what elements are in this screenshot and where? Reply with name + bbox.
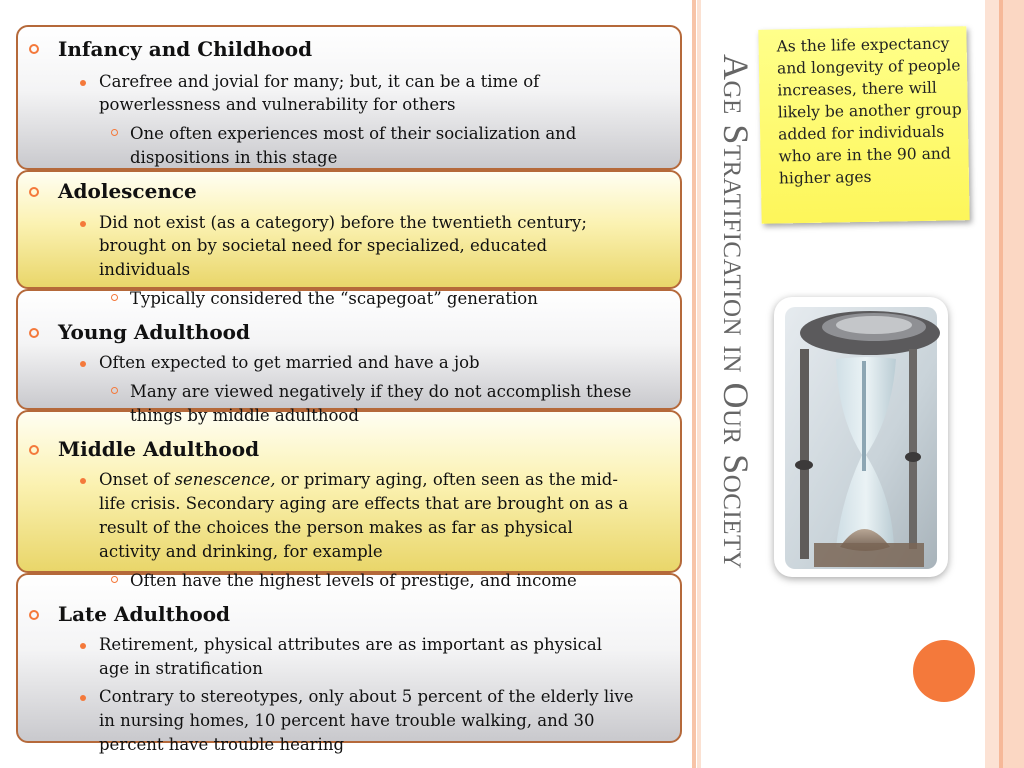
bullet-text: in nursing homes, 10 percent have trouble walking, and 30 (99, 711, 595, 730)
bullet-text: activity and drinking, for example (99, 542, 383, 561)
decorative-circle (913, 640, 975, 702)
bullet-text: individuals (99, 260, 191, 279)
hourglass-photo (774, 297, 948, 577)
slide-title-text: Age Stratification in Our Society (716, 54, 756, 570)
sub-bullet-text: One often experiences most of their socialization and (130, 124, 577, 143)
bullet-text: Often expected to get married and have a job (99, 353, 480, 372)
emphasis-term: senescence, (174, 470, 276, 489)
section-heading: Late Adulthood (58, 602, 231, 626)
bullet-text: Contrary to stereotypes, only about 5 percent of the elderly live (99, 687, 634, 706)
bullet-text: life crisis. Secondary aging are effects that are brought on as a (99, 494, 629, 513)
level2-bullet-icon (80, 221, 86, 227)
slide-title (716, 54, 759, 694)
level3-bullet-icon (111, 576, 118, 583)
hourglass-icon (774, 297, 948, 577)
bullet-text: percent have trouble hearing (99, 735, 345, 754)
level2-bullet-icon (80, 643, 86, 649)
bullet-text: Carefree and jovial for many; but, it can be a time of (99, 72, 540, 91)
section-heading: Adolescence (58, 179, 197, 203)
bullet-text-part: or primary aging, often seen as the mid- (275, 470, 618, 489)
divider-stripe (697, 0, 701, 768)
bullet-text: Retirement, physical attributes are as important as physical (99, 635, 603, 654)
sticky-note: As the life expectancy and longevity of people increases, there will likely be another group added for individuals who are in the 90 and higher ages (758, 26, 969, 224)
level1-bullet-icon (29, 187, 39, 197)
level3-bullet-icon (111, 294, 118, 301)
bullet-text: powerlessness and vulnerability for others (99, 95, 456, 114)
edge-stripe (1003, 0, 1024, 768)
level1-bullet-icon (29, 328, 39, 338)
bullet-text: age in stratification (99, 659, 263, 678)
level2-bullet-icon (80, 695, 86, 701)
level3-bullet-icon (111, 129, 118, 136)
bullet-text (99, 468, 618, 492)
bullet-text: Did not exist (as a category) before the twentieth century; (99, 213, 587, 232)
level2-bullet-icon (80, 80, 86, 86)
sub-bullet-text: dispositions in this stage (130, 148, 338, 167)
level1-bullet-icon (29, 610, 39, 620)
level3-bullet-icon (111, 387, 118, 394)
level1-bullet-icon (29, 44, 39, 54)
level2-bullet-icon (80, 361, 86, 367)
section-heading: Infancy and Childhood (58, 37, 313, 61)
sub-bullet-text: Often have the highest levels of prestige, and income (130, 571, 577, 590)
level1-bullet-icon (29, 445, 39, 455)
level2-bullet-icon (80, 478, 86, 484)
edge-stripe (985, 0, 999, 768)
bullet-text: result of the choices the person makes as far as physical (99, 518, 573, 537)
section-heading: Middle Adulthood (58, 437, 260, 461)
divider-stripe (692, 0, 696, 768)
sub-bullet-text: Typically considered the “scapegoat” generation (130, 289, 538, 308)
sub-bullet-text: things by middle adulthood (130, 406, 359, 425)
bullet-text: brought on by societal need for specialized, educated (99, 236, 548, 255)
sub-bullet-text: Many are viewed negatively if they do not accomplish these (130, 382, 632, 401)
section-heading: Young Adulthood (58, 320, 250, 344)
bullet-text-part: Onset of (99, 470, 175, 489)
